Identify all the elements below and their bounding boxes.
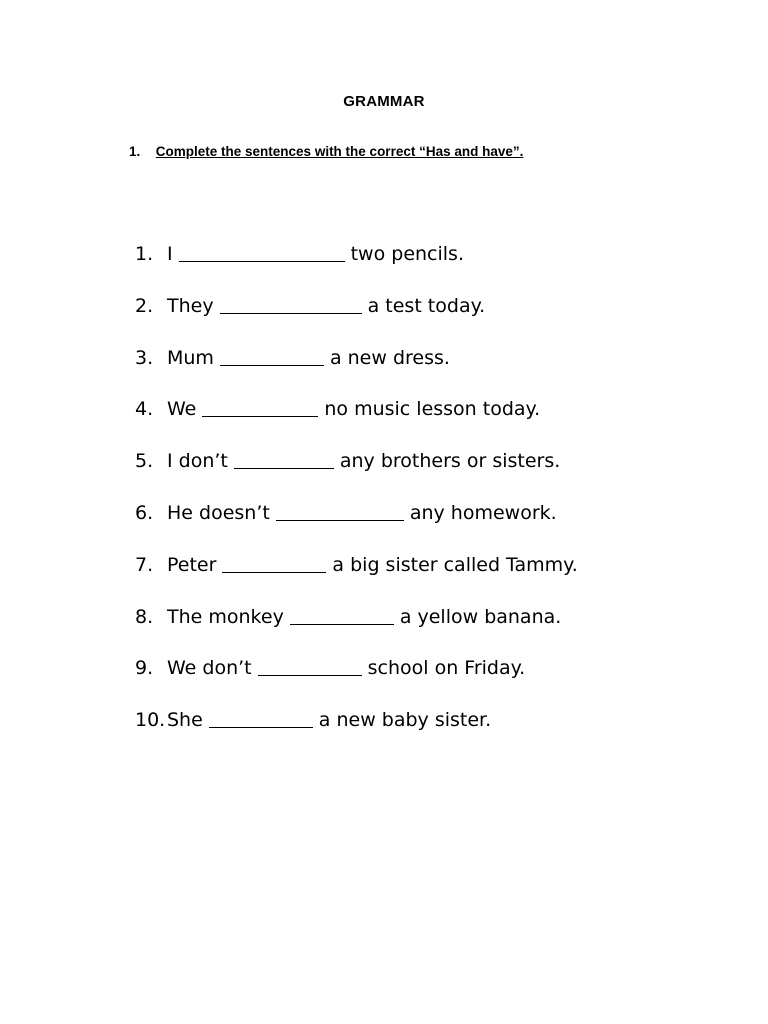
sentence-end: a new baby sister. (318, 709, 492, 732)
answer-blank[interactable] (234, 450, 334, 469)
instruction-text: Complete the sentences with the correct “Has and have”. (155, 144, 524, 159)
answer-blank[interactable] (179, 243, 345, 262)
sentence-8 (135, 606, 655, 658)
sentence-end: a new dress. (329, 346, 450, 369)
answer-blank[interactable] (220, 295, 362, 314)
sentence-number: 3. (135, 346, 154, 369)
answer-blank[interactable] (290, 606, 394, 625)
sentence-end: a test today. (367, 294, 486, 317)
sentence-number: 9. (135, 657, 154, 680)
sentence-number: 2. (135, 294, 154, 317)
sentence-start: We don’t (167, 657, 252, 680)
sentence-1 (135, 243, 655, 295)
answer-blank[interactable] (258, 657, 362, 676)
sentence-3 (135, 347, 655, 399)
sentence-start: I don’t (167, 450, 228, 473)
answer-blank[interactable] (276, 502, 404, 521)
sentence-number: 10. (135, 709, 166, 732)
sentence-number: 5. (135, 450, 154, 473)
sentence-end: a yellow banana. (399, 605, 562, 628)
answer-blank[interactable] (220, 347, 324, 366)
sentence-2 (135, 295, 655, 347)
sentence-7 (135, 554, 655, 606)
sentence-end: any homework. (409, 501, 557, 524)
sentence-10 (135, 709, 655, 761)
sentence-start: He doesn’t (167, 501, 270, 524)
sentence-9 (135, 657, 655, 709)
sentence-start: Peter (167, 553, 217, 576)
sentence-number: 7. (135, 553, 154, 576)
sentence-start: She (167, 709, 203, 732)
answer-blank[interactable] (202, 398, 318, 417)
sentence-start: Mum (167, 346, 214, 369)
sentence-end: a big sister called Tammy. (332, 553, 578, 576)
sentence-4 (135, 398, 655, 450)
sentence-start: The monkey (167, 605, 284, 628)
sentence-5 (135, 450, 655, 502)
instruction-number: 1. (129, 144, 141, 159)
answer-blank[interactable] (209, 709, 313, 728)
sentence-start: I (167, 243, 173, 265)
answer-blank[interactable] (222, 554, 326, 573)
worksheet-title: GRAMMAR (343, 93, 425, 110)
sentence-start: We (167, 398, 197, 421)
sentence-end: any brothers or sisters. (339, 450, 561, 473)
sentence-number: 4. (135, 398, 154, 421)
sentence-number: 6. (135, 501, 154, 524)
sentence-start: They (167, 294, 214, 317)
instruction (129, 144, 523, 159)
sentence-end: two pencils. (350, 243, 464, 265)
sentence-end: no music lesson today. (324, 398, 541, 421)
sentence-number: 8. (135, 605, 154, 628)
sentence-number: 1. (135, 243, 154, 265)
sentence-end: school on Friday. (367, 657, 526, 680)
exercise-list (135, 243, 655, 761)
sentence-6 (135, 502, 655, 554)
